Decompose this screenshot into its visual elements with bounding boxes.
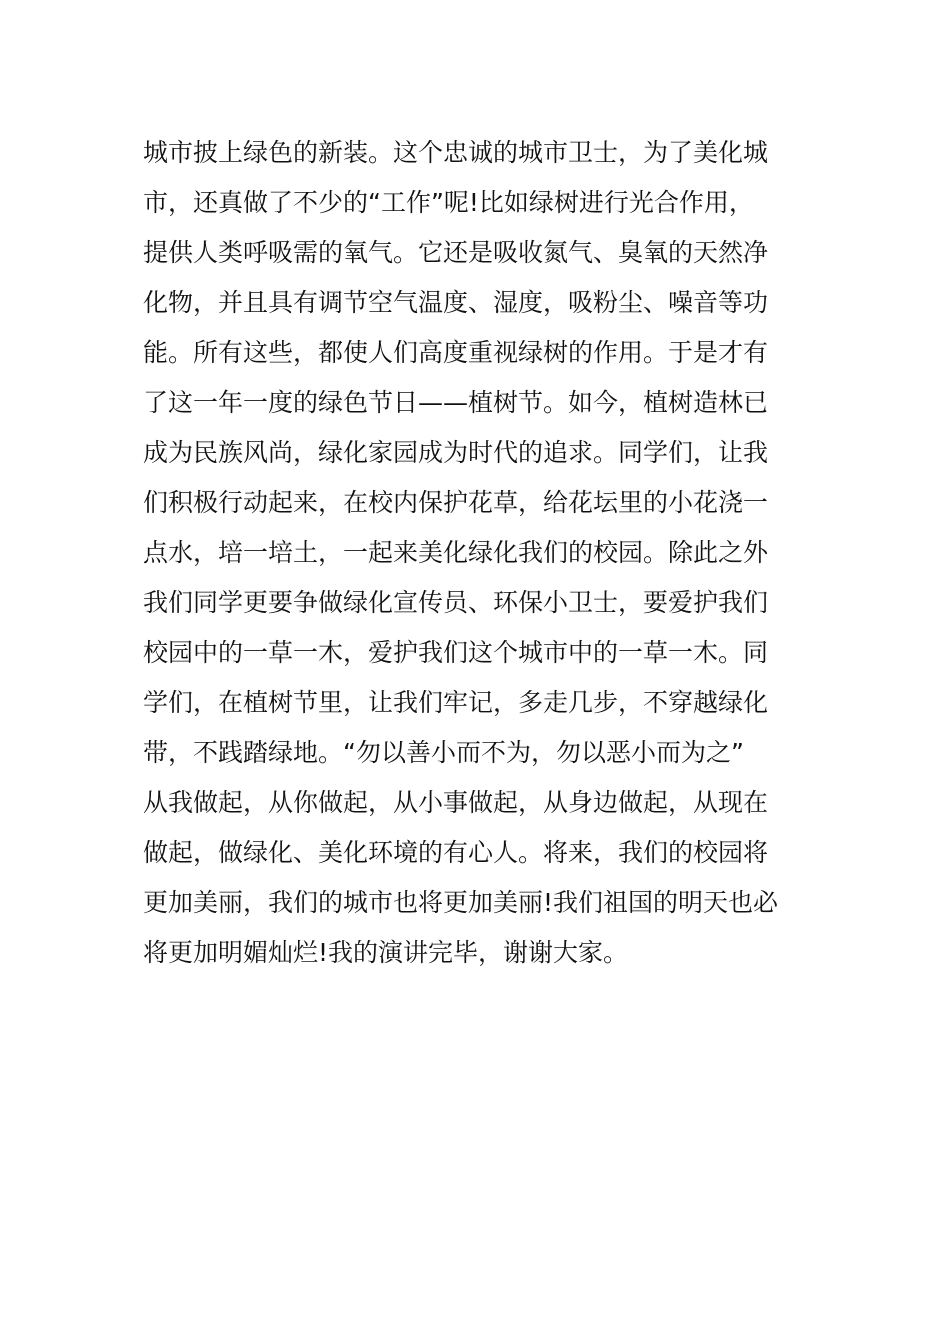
text-line: 成为民族风尚，绿化家园成为时代的追求。同学们，让我 [143, 438, 769, 467]
speech-body-text [143, 128, 813, 978]
text-line: 市，还真做了不少的“工作”呢!比如绿树进行光合作用， [143, 188, 754, 217]
text-line: 校园中的一草一木，爱护我们这个城市中的一草一木。同 [143, 638, 769, 667]
text-line: 了这一年一度的绿色节日——植树节。如今，植树造林已 [143, 388, 769, 417]
text-line: 们积极行动起来，在校内保护花草，给花坛里的小花浇一 [143, 488, 769, 517]
text-line: 能。所有这些，都使人们高度重视绿树的作用。于是才有 [143, 338, 769, 367]
text-line: 更加美丽，我们的城市也将更加美丽!我们祖国的明天也必 [143, 888, 779, 917]
text-line: 做起，做绿化、美化环境的有心人。将来，我们的校园将 [143, 838, 769, 867]
text-line: 点水，培一培土，一起来美化绿化我们的校园。除此之外 [143, 538, 769, 567]
text-line: 我们同学更要争做绿化宣传员、环保小卫士，要爱护我们 [143, 588, 769, 617]
text-line: 将更加明媚灿烂!我的演讲完毕，谢谢大家。 [143, 938, 629, 967]
text-line: 城市披上绿色的新装。这个忠诚的城市卫士，为了美化城 [143, 138, 769, 167]
text-line: 学们，在植树节里，让我们牢记，多走几步，不穿越绿化 [143, 688, 769, 717]
text-line: 从我做起，从你做起，从小事做起，从身边做起，从现在 [143, 788, 769, 817]
text-line: 提供人类呼吸需的氧气。它还是吸收氮气、臭氧的天然净 [143, 238, 769, 267]
text-line: 化物，并且具有调节空气温度、湿度，吸粉尘、噪音等功 [143, 288, 769, 317]
text-line: 带，不践踏绿地。“勿以善小而不为，勿以恶小而为之” [143, 738, 744, 767]
